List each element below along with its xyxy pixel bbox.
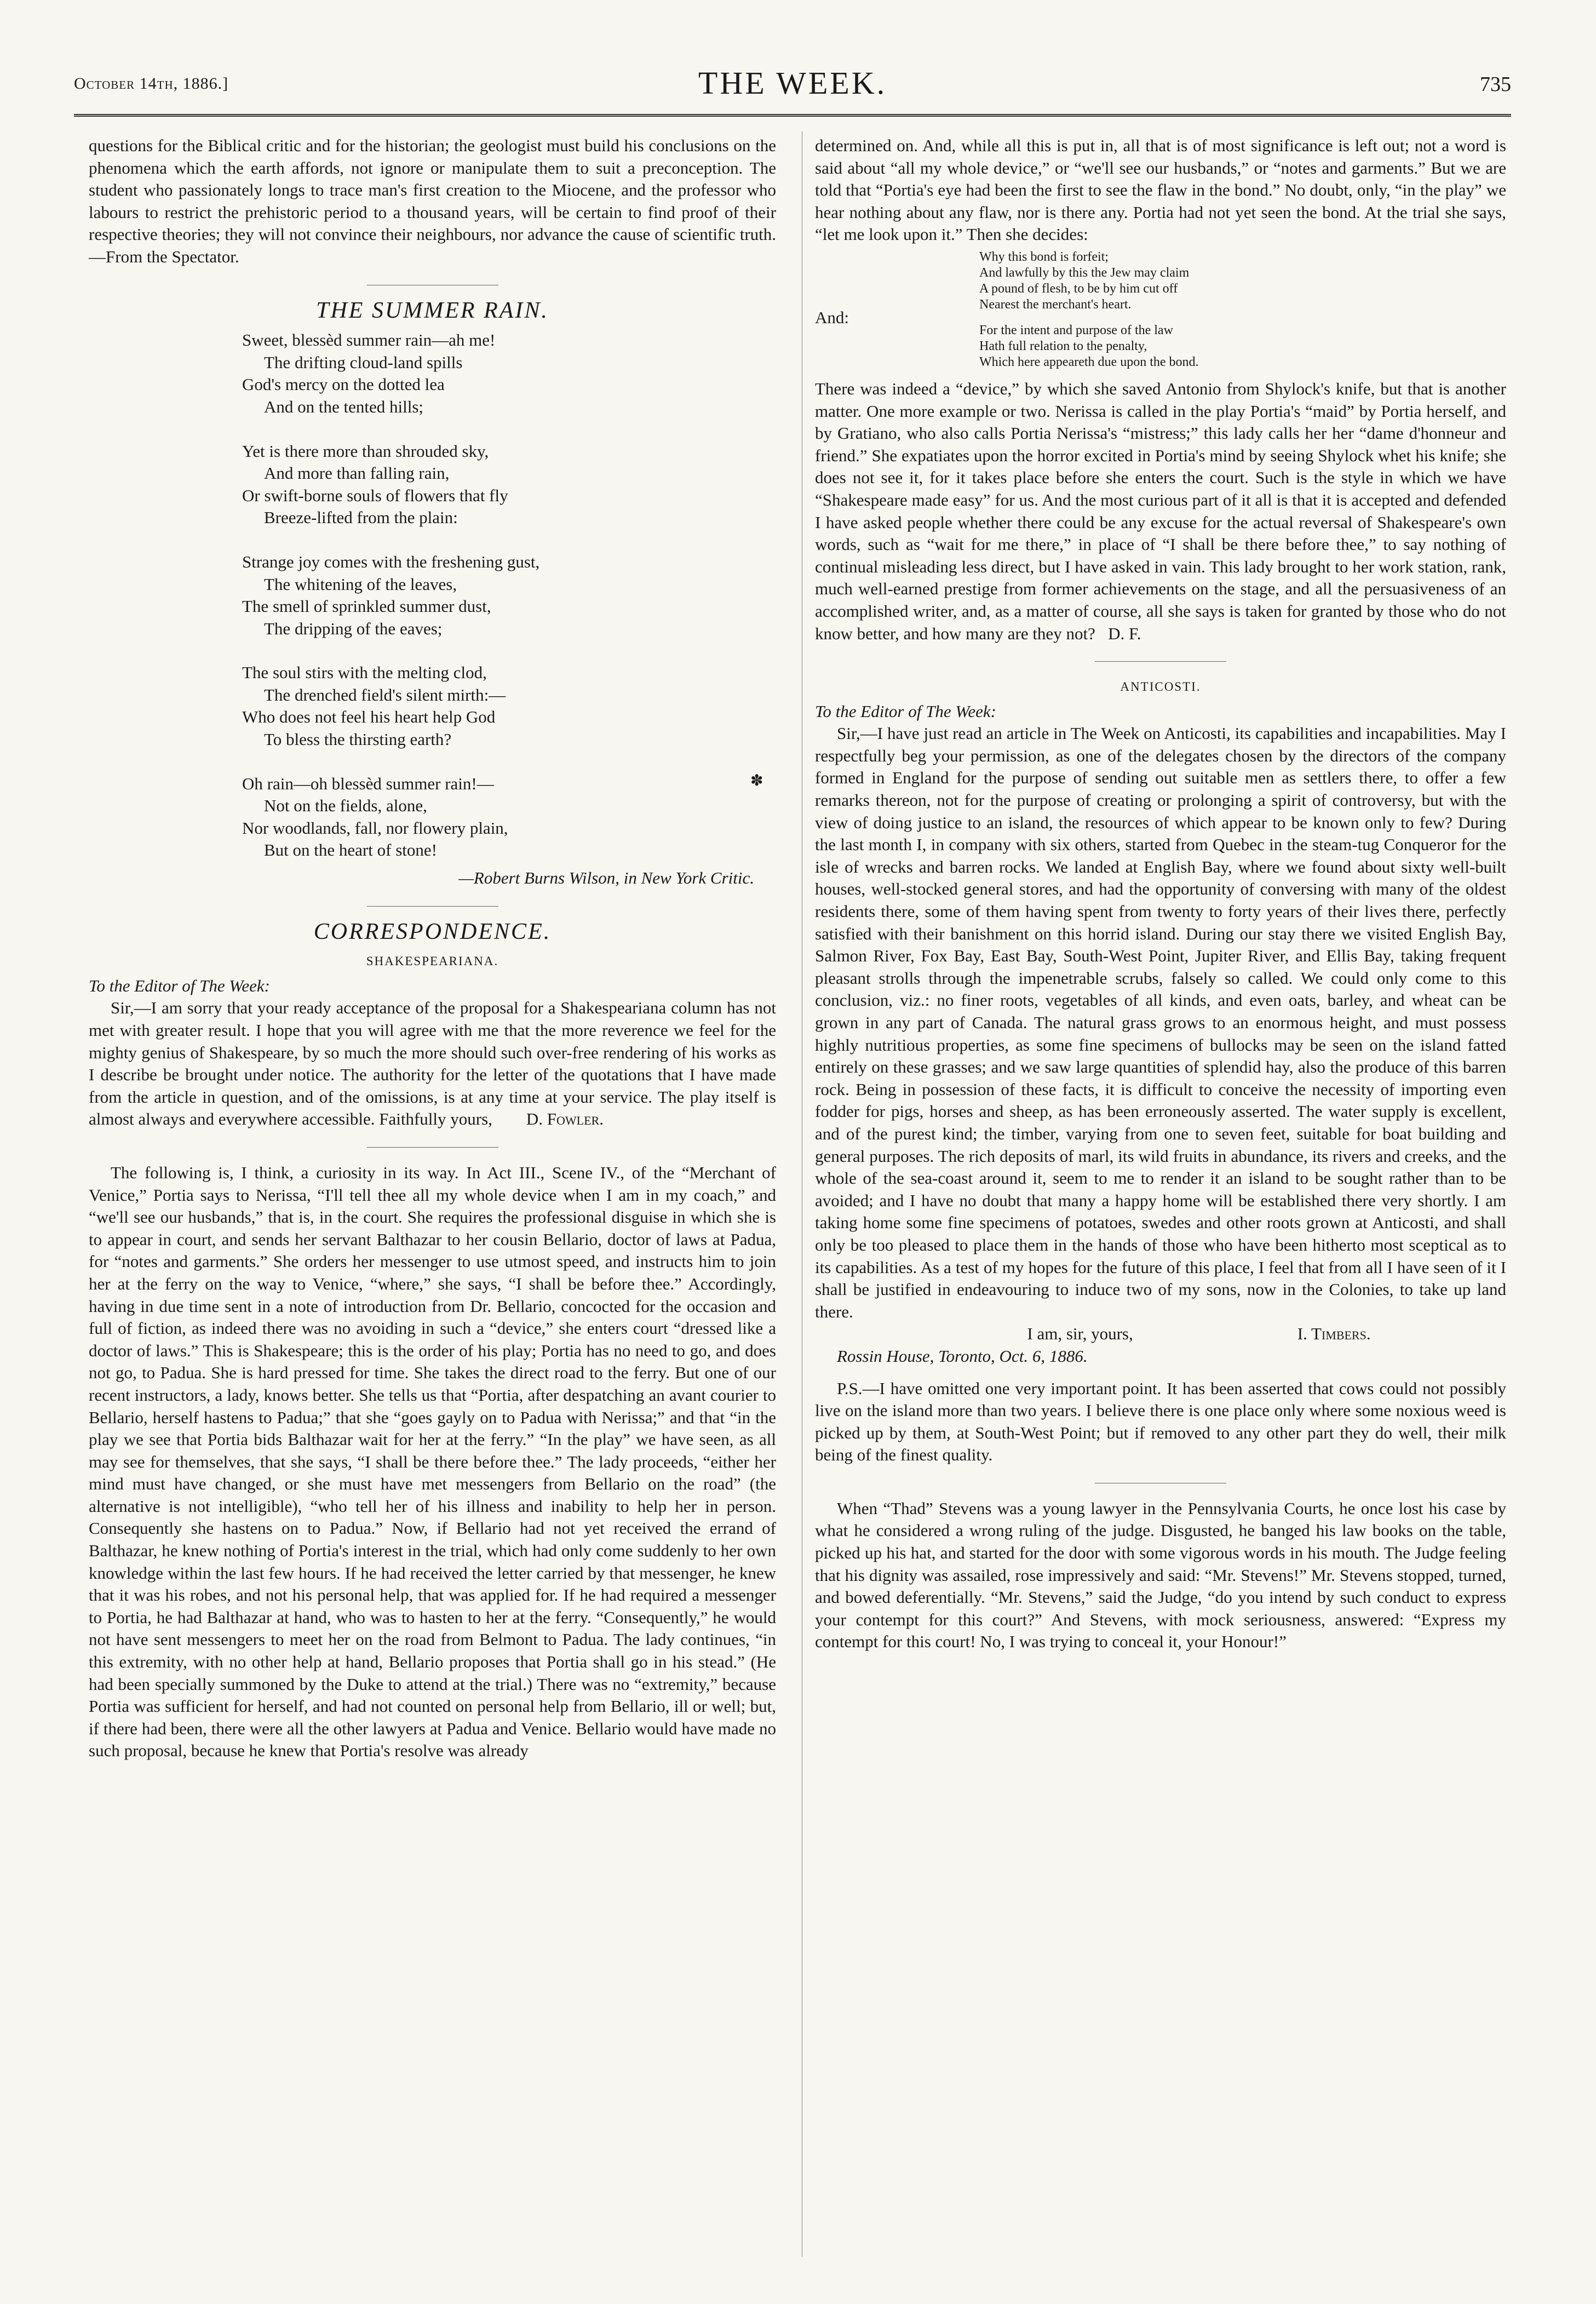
anticosti-heading: ANTICOSTI.	[1120, 680, 1201, 694]
quotation-line: For the intent and purpose of the law	[979, 323, 1173, 337]
poem	[242, 329, 776, 862]
poem-line: To bless the thirsting earth?	[264, 730, 452, 749]
poem-line: Nor woodlands, fall, nor flowery plain,	[242, 818, 508, 838]
poem-line: And more than falling rain,	[264, 463, 450, 483]
poem-line: Or swift-borne souls of flowers that fly	[242, 485, 508, 505]
postscript: P.S.—I have omitted one very important point. It has been asserted that cows could not possibly live on the island more than two years. I believe there is one place only where some noxious weed is picked up by them, at South-West Point; but if removed to any other part they do well, their milk being of the finest quality.	[815, 1378, 1506, 1465]
poem-stanza	[242, 329, 776, 418]
timbers-signature: I. Timbers.	[1297, 1324, 1371, 1344]
portia-signature: D. F.	[1108, 623, 1141, 643]
quotation-line: Hath full relation to the penalty,	[979, 339, 1147, 353]
poem-line: Oh rain—oh blessèd summer rain!—	[242, 773, 494, 793]
editor-address: To the Editor of The Week:	[815, 701, 996, 721]
poem-stanza	[242, 662, 776, 750]
fowler-letter	[89, 997, 776, 1131]
poem-line: God's mercy on the dotted lea	[242, 375, 445, 394]
editor-address: To the Editor of The Week:	[89, 976, 270, 995]
poem-line: The smell of sprinkled summer dust,	[242, 597, 491, 616]
poem-line: The drifting cloud-land spills	[264, 352, 463, 372]
masthead	[74, 65, 1511, 114]
poem-attribution: —Robert Burns Wilson, in New York Critic.	[458, 868, 754, 888]
quotation-line: And lawfully by this the Jew may claim	[979, 265, 1190, 280]
dateline: Rossin House, Toronto, Oct. 6, 1886.	[837, 1346, 1088, 1366]
poem-stanza	[242, 440, 776, 529]
poem-line: Breeze-lifted from the plain:	[264, 508, 458, 528]
poem-line: The whitening of the leaves,	[264, 574, 457, 594]
quotation-part-one	[979, 249, 1506, 313]
quotation-line: Which here appeareth due upon the bond.	[979, 354, 1199, 369]
correspondence-heading: CORRESPONDENCE.	[313, 919, 552, 944]
stevens-anecdote: When “Thad” Stevens was a young lawyer in the Pennsylvania Courts, he once lost his case by what he considered a wrong ruling of the judge. Disgusted, he banged his law books on the table, picked up his hat, and started for the door with some vigorous words in his mouth. The Judge feeling that his dignity was assailed, rose impressively and said: “Mr. Stevens!” Mr. Stevens stopped, turned, and bowed deferentially. “Mr. Stevens,” said the Judge, “do you intend by such conduct to express your contempt for this court?” And Stevens, with mock seriousness, answered: “Express my contempt for this court! No, I was trying to conceal it, your Honour!”	[815, 1498, 1506, 1652]
and-label: And:	[815, 308, 849, 328]
poem-line: And on the tented hills;	[264, 397, 424, 416]
poem-stanza	[242, 773, 776, 862]
fowler-letter-text: Sir,—I am sorry that your ready acceptance of the proposal for a Shakespeariana column has not met with greater result. I hope that you will agree with me that the more reverence we feel for the mighty genius of Shakespeare, by so much the more should such over-free rendering of his works as I describe be brought under notice. The authority for the letter of the quotations that I have made from the article in question, and of the omissions, is at any time at your service. The play itself is almost always and everywhere accessible. Faithfully yours,	[89, 998, 776, 1129]
signature-row	[892, 1323, 1506, 1345]
portia-conclusion	[815, 378, 1506, 645]
poem-line: Strange joy comes with the freshening gust,	[242, 552, 540, 571]
right-column	[815, 135, 1506, 1653]
anticosti-letter: Sir,—I have just read an article in The Week on Anticosti, its capabilities and incapabilities. May I respectfully beg your permission, as one of the delegates chosen by the directors of the company formed in England for the purpose of sending out suitable men as settlers there, to offer a few remarks thereon, not for the purpose of creating or prolonging a spirit of controversy, but with the view of doing justice to an island, the resources of which appear to be known only to few? During the last month I, in company with six others, started from Quebec in the steam-tug Conqueror for the isle of wrecks and barren rocks. We landed at English Bay, where we found about sixty well-built houses, well-stocked general stores, and had the opportunity of conversing with many of the oldest residents there, some of them having spent from twenty to forty years of their lives there, perfectly satisfied with their banishment on this horrid island. During our stay there we visited English Bay, Salmon River, Fox Bay, East Bay, South-West Point, Jupiter River, and Ellis Bay, taking frequent pleasant strolls through the impenetrable scrubs, falsely so called. We could only come to this conclusion, viz.: no finer roots, vegetables of all kinds, and even oats, barley, and wheat can be grown in any part of Canada. The natural grass grows to an enormous height, and must possess highly nutritious properties, as some fine specimens of bullocks may be seen on the island fatted entirely on these grasses; and we saw large quantities of splendid hay, also the produce of this barren rock. Being in possession of these facts, it is difficult to conceive the necessity of importing even fodder for pigs, horses and sheep, as has been erroneously asserted. The water supply is excellent, and of the purest kind; the timber, varying from one to seven feet, suitable for boat building and general purposes. The rich deposits of marl, its wild fruits in abundance, its rivers and creeks, and the whole of the sea-coast around it, seem to me to render it an island to be sought rather than to be avoided; and I have no doubt that many a happy home will be established there very shortly. I am taking home some fine specimens of potatoes, swedes and other roots grown at Anticosti, and shall only be too pleased to place them in the hands of those who have been hitherto most sceptical as to its capabilities. As a test of my hopes for the future of this place, I feel that from all I have seen of it I shall be justified in endeavouring to induce two of my sons, now in the Colonies, to take up land there.	[815, 724, 1506, 1321]
quotation-line: A pound of flesh, to be by him cut off	[979, 281, 1178, 296]
section-rule	[1095, 661, 1226, 662]
poem-line: Not on the fields, alone,	[264, 796, 427, 816]
portia-article: The following is, I think, a curiosity in its way. In Act III., Scene IV., of the “Merchant of Venice,” Portia says to Nerissa, “I'll tell thee all my whole device when I am in my coach,” and “we'll see our husbands,” that is, in the court. She requires the professional disguise in which she is to appear in court, and sends her servant Balthazar to her cousin Bellario, doctor of laws at Padua, for “notes and garments.” She orders her messenger to use utmost speed, and instructs him to join her at the ferry on the way to Venice, “where,” she says, “I shall be before thee.” Accordingly, having in due time sent in a note of introduction from Dr. Bellario, concocted for the occasion and full of fiction, as indeed there was no avoiding in such a “device,” she enters court “dressed like a doctor of laws.” This is Shakespeare; this is the order of his play; Portia has no need to go, and does not go, to Padua. She is hard pressed for time. She takes the direct road to the ferry. But one of our recent instructors, a lady, knows better. She tells us that “Portia, after despatching an avant courier to Bellario, herself hastens to Padua;” that she “goes gayly on to Padua with Nerissa;” and that “in the play we see that Portia bids Balthazar wait for her at the ferry.” “In the play” we have seen, as all may see for themselves, that she says, “I shall be there before thee.” The lady proceeds, “either her mind must have changed, or she must have met messengers from Bellario on the road” (the alternative is not intelligible), “who tell her of his illness and inability to help her in person. Consequently she hastens on to Padua.” Now, if Bellario had not yet received the errand of Balthazar, he knew nothing of Portia's interest in the trial, which had only come suddenly to her own knowledge within the last few hours. If he had received the letter carried by that messenger, he knew that it was his robes, and not his personal help, that was applied for. If he had required a messenger to Portia, he had Balthazar at hand, who was to hasten to her at the ferry. “Consequently,” he would not have sent messengers to meet her on the road from Belmont to Padua. The lady continues, “in this extremity, with no other help at hand, Bellario proposes that Portia shall go in his stead.” (He had been specially summoned by the Duke to attend at the trial.) There was no “extremity,” because Portia was sufficient for herself, and had not counted on personal help from Bellario, ill or well; but, if there had been, there were all the other lawyers at Padua and Venice. Bellario would have made no such proposal, because he knew that Portia's resolve was already	[89, 1162, 776, 1761]
publication-title: THE WEEK.	[698, 65, 887, 101]
closing: I am, sir, yours,	[1027, 1324, 1133, 1344]
poem-line: But on the heart of stone!	[264, 840, 437, 860]
portia-conclusion-text: There was indeed a “device,” by which she saved Antonio from Shylock's knife, but that is another matter. One more example or two. Nerissa is called in the play Portia's “maid” by Portia herself, and by Gratiano, who also calls Portia Nerissa's “mistress;” this lady calls her her “dame d'honneur and friend.” She expatiates upon the horror excited in Portia's mind by seeing Shylock whet his knife; she does not see it, for it takes place before she enters the court. Such is the style in which we have “Shakespeare made easy” for us. And the most curious part of it all is that it is accepted and defended I have asked people whether there could be any excuse for the actual reversal of Shakespeare's own words, such as “wait for me there,” in place of “I shall be there before thee,” to say nothing of continual misleading less direct, but I have asked in vain. This lady brought to her work station, rank, much well-earned prestige from former achievements on the stage, and all the persuasiveness of an accomplished writer, and, as a matter of course, all she says is taken for granted by those who do not know better, and how many are they not?	[815, 379, 1506, 643]
issue-date: October 14th, 1886.]	[74, 74, 229, 93]
shakespeariana-heading: SHAKESPEARIANA.	[366, 954, 499, 968]
shakespeare-quotation	[815, 249, 1506, 370]
quotation-part-two	[979, 323, 1506, 370]
section-rule	[367, 1147, 498, 1148]
poem-stanza	[242, 551, 776, 640]
section-rule	[367, 906, 498, 907]
poem-line: The dripping of the eaves;	[264, 618, 443, 638]
portia-article-continued: determined on. And, while all this is put in, all that is of most significance is left out; not a word is said about “all my whole device,” or “we'll see our husbands,” or “notes and garments.” But we are told that “Portia's eye had been the first to see the flaw in the bond.” No doubt, only, “in the play” we hear nothing about any flaw, nor is there any. Portia had not yet seen the bond. At the trial she says, “let me look upon it.” Then she decides:	[815, 136, 1506, 244]
fowler-signature: D. Fowler.	[526, 1109, 604, 1129]
poem-line: Who does not feel his heart help God	[242, 707, 496, 727]
poem-title: THE SUMMER RAIN.	[316, 297, 549, 323]
quotation-line: Nearest the merchant's heart.	[979, 297, 1132, 312]
printer-mark-icon: ✽	[750, 772, 763, 789]
poem-line: Yet is there more than shrouded sky,	[242, 441, 489, 461]
masthead-rule	[74, 114, 1511, 117]
poem-line: The drenched field's silent mirth:—	[264, 685, 506, 704]
poem-line: The soul stirs with the melting clod,	[242, 663, 487, 683]
spectator-excerpt: questions for the Biblical critic and for the historian; the geologist must build his conclusions on the phenomena which the earth affords, not ignore or manipulate them to suit a preconception. The student who passionately longs to trace man's first creation to the Miocene, and the professor who labours to restrict the prehistoric period to a thousand years, will be certain to find proof of their respective theories; they will not convince their neighbours, nor advance the cause of scientific truth.—From the Spectator.	[89, 136, 776, 266]
quotation-line: Why this bond is forfeit;	[979, 249, 1109, 264]
left-column	[89, 135, 776, 1762]
page-number: 735	[1480, 73, 1511, 96]
poem-line: Sweet, blessèd summer rain—ah me!	[242, 330, 496, 350]
